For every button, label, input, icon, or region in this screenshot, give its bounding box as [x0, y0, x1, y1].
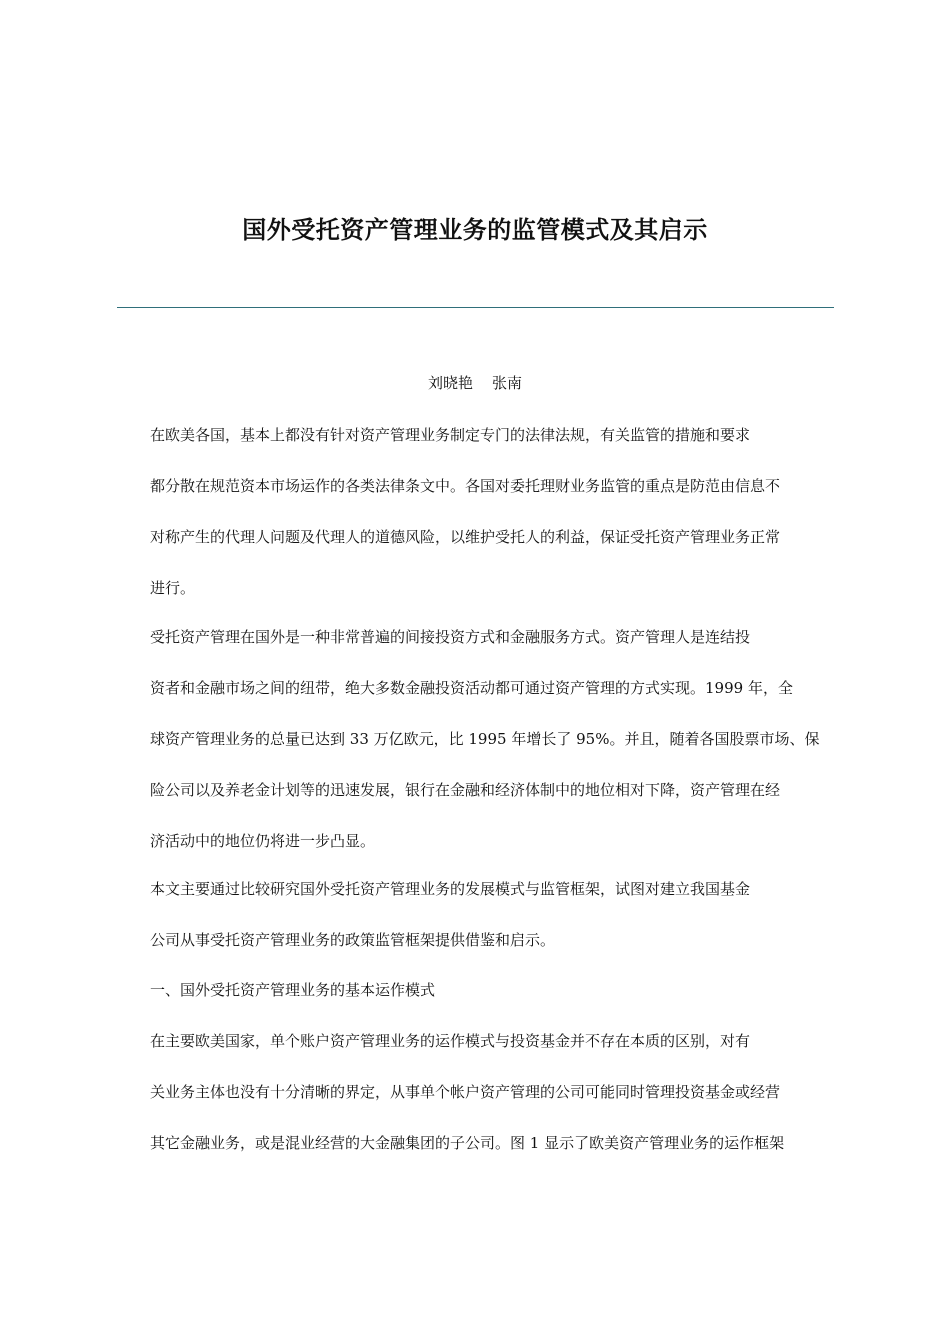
paragraph-line: 对称产生的代理人问题及代理人的道德风险，以维护受托人的利益，保证受托资产管理业务正常	[150, 528, 781, 546]
paragraph-line: 本文主要通过比较研究国外受托资产管理业务的发展模式与监管框架，试图对建立我国基金	[150, 880, 751, 898]
title-divider	[117, 307, 834, 308]
paragraph-line: 都分散在规范资本市场运作的各类法律条文中。各国对委托理财业务监管的重点是防范由信息不	[150, 477, 781, 495]
paragraph-line: 关业务主体也没有十分清晰的界定，从事单个帐户资产管理的公司可能同时管理投资基金或经营	[150, 1083, 781, 1101]
document-title: 国外受托资产管理业务的监管模式及其启示	[242, 216, 708, 244]
paragraph-line: 在欧美各国，基本上都没有针对资产管理业务制定专门的法律法规，有关监管的措施和要求	[150, 426, 751, 444]
paragraph-line: 险公司以及养老金计划等的迅速发展，银行在金融和经济体制中的地位相对下降，资产管理在经	[150, 781, 781, 799]
section-heading-text: 一、国外受托资产管理业务的基本运作模式	[150, 981, 436, 999]
paragraph-line: 其它金融业务，或是混业经营的大金融集团的子公司。图 1 显示了欧美资产管理业务的运作框架	[150, 1134, 785, 1152]
paragraph-line: 资者和金融市场之间的纽带，绝大多数金融投资活动都可通过资产管理的方式实现。1999 年，全	[150, 679, 793, 697]
paragraph-3	[117, 864, 833, 966]
paragraph-line: 受托资产管理在国外是一种非常普遍的间接投资方式和金融服务方式。资产管理人是连结投	[150, 628, 751, 646]
authors-line: 刘晓艳 张南	[427, 374, 523, 392]
paragraph-line: 进行。	[150, 579, 196, 597]
paragraph-2	[117, 612, 833, 867]
section-heading-1	[117, 965, 833, 1016]
paragraph-line: 济活动中的地位仍将进一步凸显。	[150, 832, 376, 850]
paragraph-line: 公司从事受托资产管理业务的政策监管框架提供借鉴和启示。	[150, 931, 556, 949]
paragraph-4	[117, 1016, 833, 1169]
paragraph-line: 球资产管理业务的总量已达到 33 万亿欧元，比 1995 年增长了 95%。并且，随着各国股票市场、保	[150, 730, 820, 748]
paragraph-line: 在主要欧美国家，单个账户资产管理业务的运作模式与投资基金并不存在本质的区别，对有	[150, 1032, 751, 1050]
paragraph-1	[117, 410, 833, 614]
